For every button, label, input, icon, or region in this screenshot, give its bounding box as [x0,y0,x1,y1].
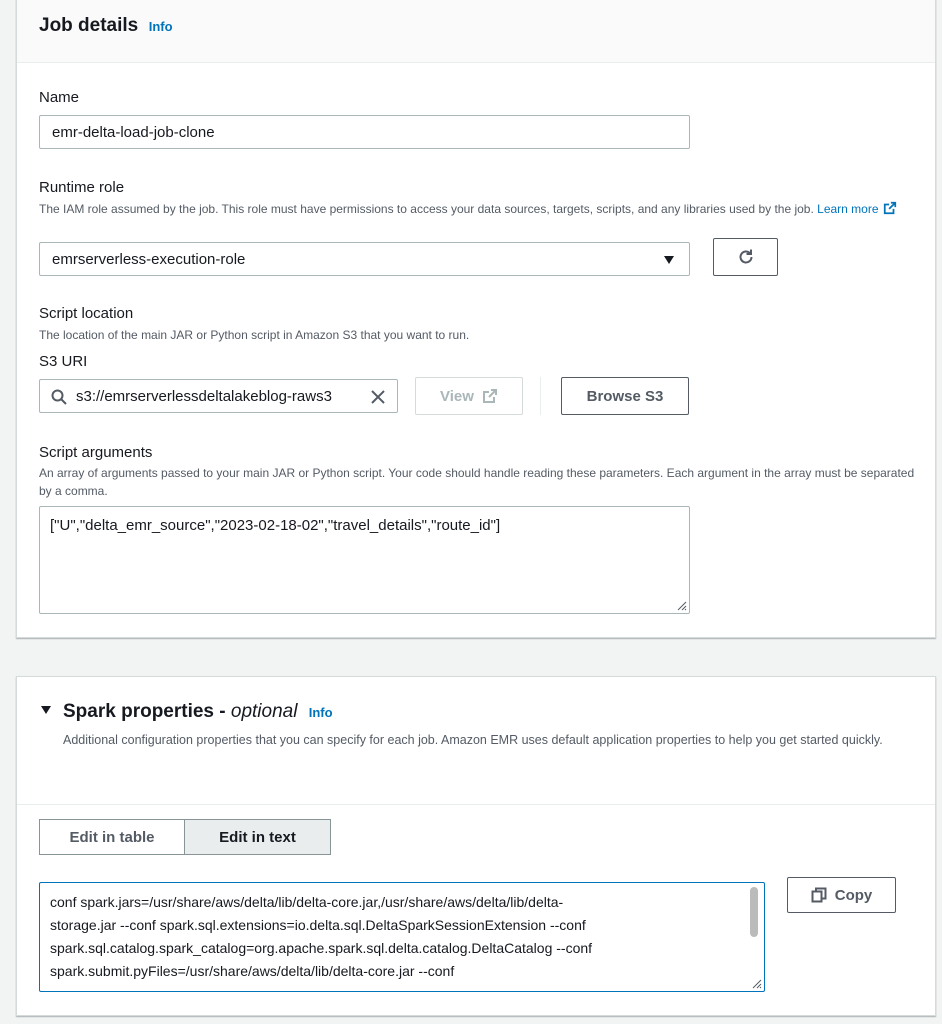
text-line: storage.jar --conf spark.sql.extensions=io.delta.sql.DeltaSparkSessionExtension --conf [50,917,586,933]
spark-properties-panel [16,676,936,1016]
runtime-role-value: emrserverless-execution-role [52,250,246,268]
script-location-description: The location of the main JAR or Python script in Amazon S3 that you want to run. [39,328,470,342]
runtime-role-label: Runtime role [39,179,125,196]
tab-edit-in-text[interactable]: Edit in text [185,819,331,855]
s3-uri-label: S3 URI [39,353,88,370]
spark-info-link[interactable]: Info [308,705,333,720]
job-details-title: Job details [39,15,139,36]
title-dash: - [214,701,231,722]
browse-s3-button[interactable] [561,377,689,415]
search-icon [51,389,67,405]
view-button-label: View [440,387,474,405]
caret-down-icon [663,255,675,265]
script-arguments-textarea[interactable] [39,506,690,614]
refresh-button[interactable] [713,238,778,276]
s3-uri-input[interactable] [39,379,398,413]
scrollbar-thumb[interactable] [750,887,758,937]
runtime-role-select[interactable] [39,242,690,276]
spark-properties-title-text: Spark properties [63,701,214,722]
copy-label: Copy [834,886,873,904]
spark-properties-title [63,701,333,723]
script-location-label: Script location [39,305,134,322]
runtime-role-description-text: The IAM role assumed by the job. This role must have permissions to access your data sources, targets, scripts, and any libraries used by the job. [39,202,814,216]
refresh-icon [737,248,755,266]
browse-s3-label: Browse S3 [586,387,664,405]
external-link-icon [882,201,898,215]
runtime-role-description [39,200,919,218]
optional-label: optional [230,701,298,722]
copy-button[interactable] [787,877,896,913]
edit-mode-toggle [39,819,331,855]
script-arguments-description: An array of arguments passed to your main JAR or Python script. Your code should handle reading these parameters. Each argument in the array must be separated by a comma. [39,466,915,498]
spark-properties-textarea[interactable] [39,882,765,992]
script-arguments-label: Script arguments [39,444,153,461]
name-label: Name [39,89,80,106]
text-line: spark.sql.catalog.spark_catalog=org.apache.spark.sql.delta.catalog.DeltaCatalog --conf [50,940,593,956]
view-button[interactable] [415,377,523,415]
clear-icon[interactable] [371,390,385,404]
learn-more-link[interactable] [817,202,898,216]
learn-more-label: Learn more [817,202,879,216]
name-input[interactable] [39,115,690,149]
s3-uri-value: s3://emrserverlessdeltalakeblog-raws3 [76,387,332,405]
job-details-panel [16,0,936,638]
text-line: conf spark.jars=/usr/share/aws/delta/lib/delta-core.jar,/usr/share/aws/delta/lib/delta- [50,894,564,910]
copy-icon [811,887,827,903]
spark-properties-description: Additional configuration properties that you can specify for each job. Amazon EMR uses default application properties to help you get started quickly. [63,733,883,747]
tab-edit-in-table[interactable]: Edit in table [39,819,185,855]
job-details-header [17,0,935,63]
spark-properties-header[interactable] [17,677,935,805]
divider [540,377,541,415]
external-link-icon [482,388,498,404]
script-arguments-value: ["U","delta_emr_source","2023-02-18-02","travel_details","route_id"] [50,517,501,534]
resize-grip-icon[interactable] [675,599,687,611]
caret-down-icon[interactable] [41,706,51,714]
job-details-info-link[interactable]: Info [148,19,173,34]
resize-grip-icon[interactable] [750,977,762,989]
name-input-value: emr-delta-load-job-clone [52,123,215,141]
text-line: spark.submit.pyFiles=/usr/share/aws/delta/lib/delta-core.jar --conf [50,963,455,979]
